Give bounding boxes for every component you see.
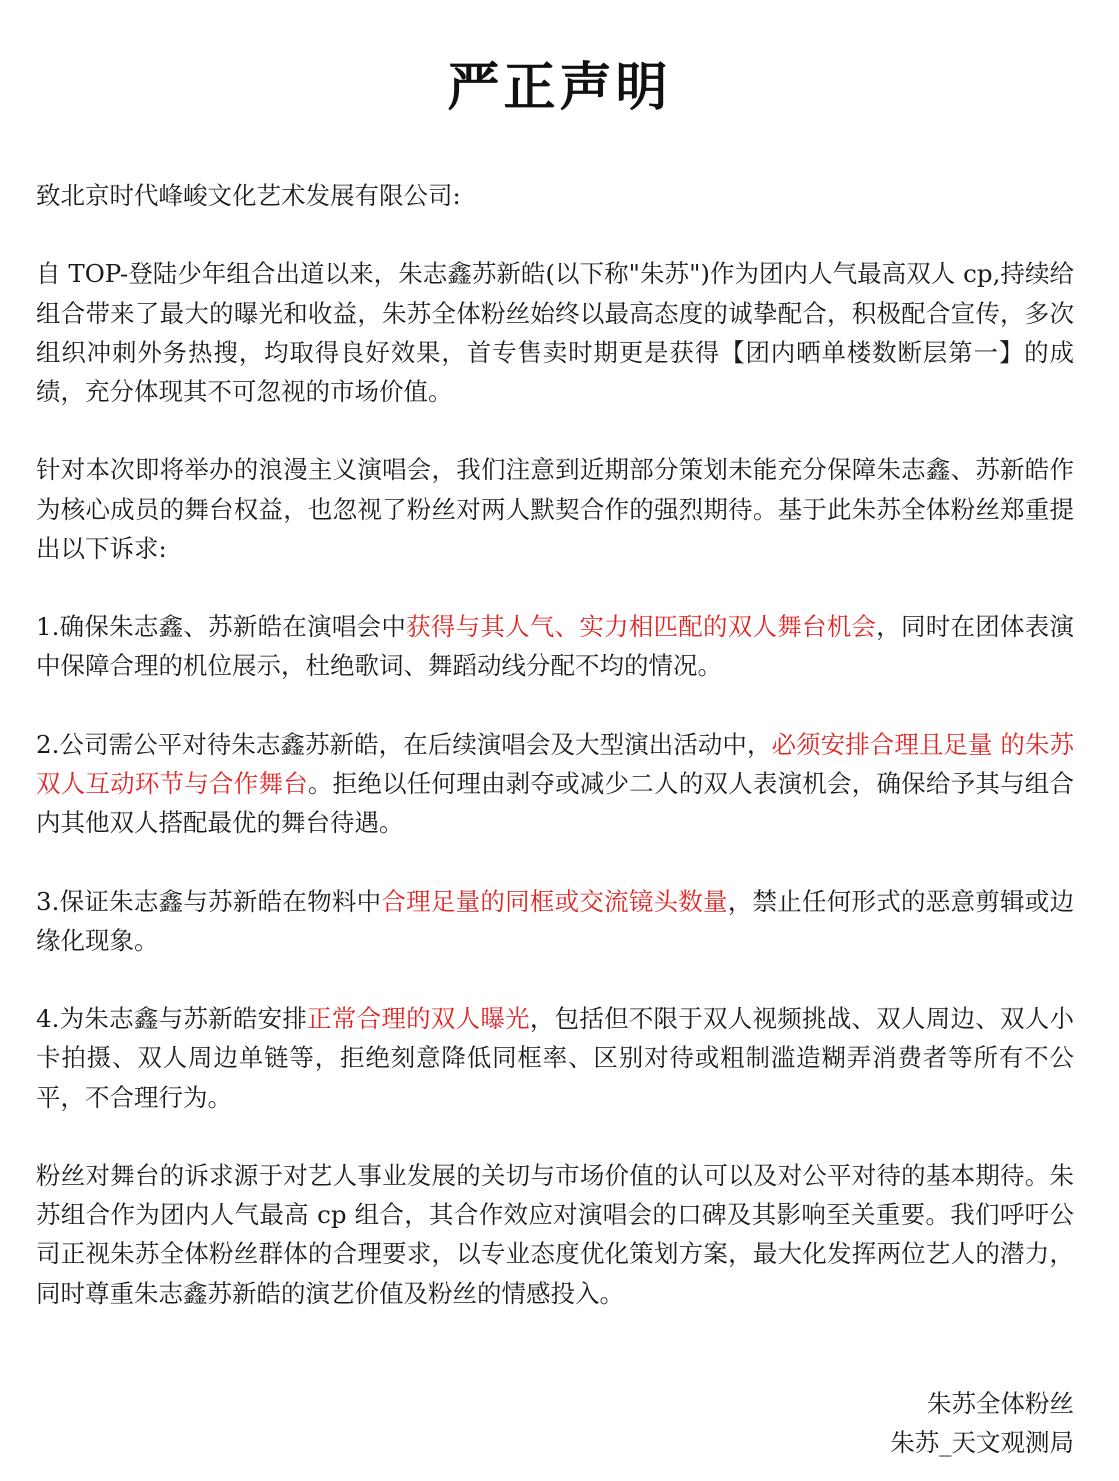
paragraph-text: 2.公司需公平对待朱志鑫苏新皓，在后续演唱会及大型演出活动中， (36, 729, 772, 759)
paragraph-text: 自 TOP-登陆少年组合出道以来，朱志鑫苏新皓(以下称"朱苏")作为团内人气最高双人 cp,持续给组合带来了最大的曝光和收益，朱苏全体粉丝始终以最高态度的诚挚配合，积极配合宣传，多次组织冲刺外务热搜，均取得良好效果，首专售卖时期更是获得【团内晒单楼数断层第一】的成绩，充分体现其不可忽视的市场价值。 (36, 259, 1074, 406)
statement-body (36, 176, 1074, 1352)
paragraph-conclusion (36, 1156, 1074, 1313)
paragraph-text: ，禁止任何形式的恶意剪辑或边缘化现象。 (36, 886, 1075, 955)
paragraph-text: 粉丝对舞台的诉求源于对艺人事业发展的关切与市场价值的认可以及对公平对待的基本期待。朱苏组合作为团内人气最高 cp 组合，其合作效应对演唱会的口碑及其影响至关重要。我们呼吁公司正视朱苏全体粉丝群体的合理要求，以专业态度优化策划方案，最大化发挥两位艺人的潜力，同时尊重朱志鑫苏新皓的演艺价值及粉丝的情感投入。 (36, 1160, 1074, 1308)
demand-1 (36, 607, 1074, 685)
demand-3 (36, 882, 1074, 960)
signature (890, 1385, 1074, 1462)
paragraph-text: 4.为朱志鑫与苏新皓安排 (36, 1004, 308, 1034)
document-title: 严正声明 (447, 58, 672, 118)
demand-4 (36, 999, 1074, 1117)
salutation: 致北京时代峰峻文化艺术发展有限公司: (36, 181, 461, 210)
paragraph-text: 针对本次即将举办的浪漫主义演唱会，我们注意到近期部分策划未能充分保障朱志鑫、苏新皓作为核心成员的舞台权益，也忽视了粉丝对两人默契合作的强烈期待。基于此朱苏全体粉丝郑重提出以下诉求: (36, 455, 1074, 563)
paragraph-text: 3.保证朱志鑫与苏新皓在物料中 (36, 886, 382, 916)
highlighted-text: 获得与其人气、实力相匹配的双人舞台机会 (406, 612, 877, 642)
paragraph-text: 。拒绝以任何理由剥夺或减少二人的双人表演机会，确保给予其与组合内其他双人搭配最优的舞台待遇。 (36, 768, 1075, 838)
paragraph-context (36, 450, 1074, 568)
signature-line-2: 朱苏_天文观测局 (890, 1427, 1074, 1457)
highlighted-text: 必须安排合理且足量 的朱苏双人互动环节与合作舞台 (36, 729, 1074, 798)
highlighted-text: 合理足量的同框或交流镜头数量 (381, 886, 728, 916)
demand-2 (36, 725, 1074, 843)
paragraph-intro (36, 254, 1074, 411)
signature-line-1: 朱苏全体粉丝 (927, 1389, 1074, 1418)
paragraph-text: 1.确保朱志鑫、苏新皓在演唱会中 (36, 612, 407, 642)
paragraph-text: ，包括但不限于双人视频挑战、双人周边、双人小卡拍摄、双人周边单链等，拒绝刻意降低同框率、区别对待或粗制滥造糊弄消费者等所有不公平，不合理行为。 (36, 1004, 1075, 1112)
paragraph-text: ，同时在团体表演中保障合理的机位展示，杜绝歌词、舞蹈动线分配不均的情况。 (36, 612, 1075, 681)
highlighted-text: 正常合理的双人曝光 (307, 1004, 530, 1034)
